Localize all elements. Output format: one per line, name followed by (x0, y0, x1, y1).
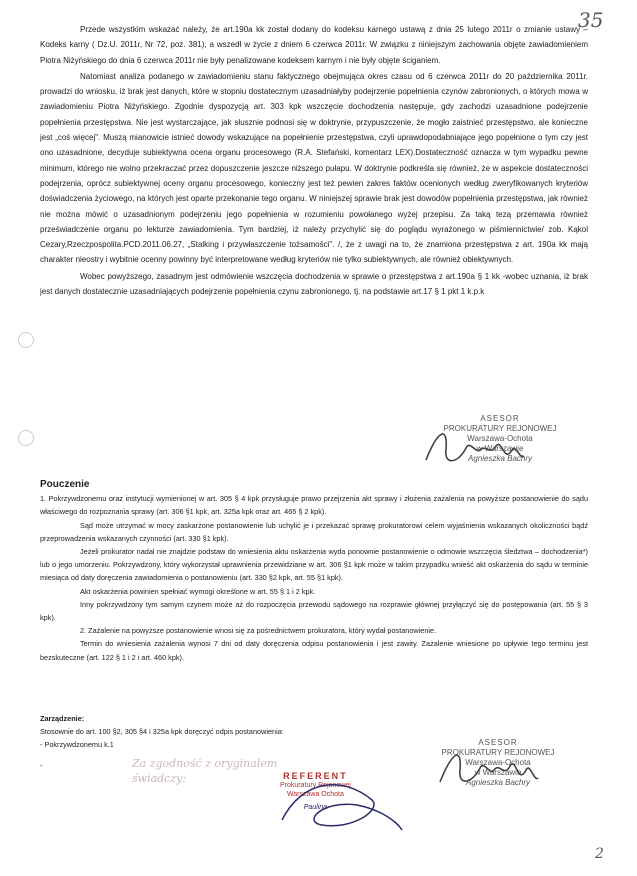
section-title: Pouczenie (40, 479, 90, 490)
page-number-top: 35 (578, 8, 604, 32)
justification-text (40, 22, 588, 300)
order-title: Zarządzenie: (40, 714, 85, 723)
punch-hole (18, 430, 34, 446)
paragraph: Natomiast analiza podanego w zawiadomieniu stanu faktycznego obejmująca okres czasu od 6 czerwca 2011r do 20 października 2011r. prowadzi do wniosku, iż brak jest danych, które w stopniu dostatecznym uzasadniałyby podejrzenie popełnienia czynów zabronionych, o których mowa w zawiadomieniu Piotra Niżyńskiego. Zgodnie dyspozycją art. 303 kpk wszczęcie dochodzenia następuje, gdy zachodzi uzasadnione podejrzenie popełnienia przestępstwa. Nie jest wystarczające, jak słusznie podnosi się w doktrynie, przypuszczenie, że mogło zaistnieć przestępstwo, ale konieczne jest „coś więcej". Muszą mianowicie istnieć dowody wskazujące na popełnienie przestępstwa, czyli uprawdopodabniające jego popełnione o tym czy jest ono uzasadnione, decyduje subiektywna ocena organu procesowego (R.A. Stefański, komentarz LEX).Dostateczność oznacza w tym wypadku pewne minimum, którego nie wolno przekraczać przez dopuszczenie jeszcze niższego pułapu. W doktrynie podkreśla się również, że w aspekcie dostateczności podejrzenia, oprócz subiektywnej oceny organu procesowego, konieczny jest też pewien zakres faktów ocenionych według zweryfikowanych kryteriów doświadczenia życiowego, na których jest oparte przekonanie tego organu. W niniejszej sprawie brak jest dowodów popełnienia przestępstwa, jak również nie można mówić o uzasadnionym podejrzeniu jego popełnienia w rozumieniu powołanego wyżej przepisu. Za taką tezą przemawia również przeświadczenie organu po lekturze zawiadomienia. Tym bardziej, iż należy przychylić się do poglądu wyrażonego w piśmiennictwie/ zob. Kąkol Cezary,Rzeczpospolita.PCD.2011.06.27, „Stalking i przywłaszczenie tożsamości". /, że z uwagi na to, że znamiona przestępstwa z art. 190a kk mają charakter nieostry i wybitnie ocenny powinny być interpretowane według kryteriów nie tylko subiektywnych, ale również obiektywnych. (40, 71, 588, 265)
instruction-item: Jeżeli prokurator nadal nie znajdzie podstaw do wniesienia aktu oskarżenia wyda ponownie postanowienie o odmowie wszczęcia śledztwa – dochodzenia*) lub o jego umorzeniu. Pokrzywdzony, który wykorzystał uprawnienia przewidziane w art. 306 §1 kpk może w takim przypadku wnieść akt oskarżenia do sądu w terminie miesiąca od daty doręczenia zawiadomienia o postanowieniu (art. 330 §2 kpk, art. 55 §1 kpk). (40, 547, 588, 583)
instruction-item: Sąd może utrzymać w mocy zaskarżone postanowienie lub uchylić je i przekazać sprawę prokuratorowi celem wyjaśnienia wskazanych okoliczności bądź przeprowadzenia wskazanych czynności (art. 330 §1 kpk). (40, 520, 588, 543)
instruction-item: Akt oskarżenia powinien spełniać wymogi określone w art. 55 § 1 i 2 kpk. (80, 586, 316, 596)
instruction-item: Termin do wniesienia zażalenia wynosi 7 dni od daty doręczenia odpisu postanowienia i jest zawity. Zażalenie wniesione po upływie tego terminu jest bezskuteczne (art. 122 § 1 i 2 i art. 460 kpk). (40, 639, 588, 662)
certification-watermark: Za zgodność z oryginałem świadczy: (132, 757, 278, 785)
instruction-section (40, 478, 588, 664)
signature-scribble (262, 770, 412, 840)
paragraph: Wobec powyższego, zasadnym jest odmówienie wszczęcia dochodzenia w sprawie o przestępstwa z art.190a § 1 kk -wobec uznania, iż brak jest danych dostatecznie uzasadniających podejrzenie popełnienia czynu zabronionego, tj. na podstawie art.17 § 1 pkt 1 k.p.k (40, 271, 588, 297)
order-line: - (40, 761, 43, 770)
signature-scribble (430, 740, 540, 795)
instruction-item: 1. Pokrzywdzonemu oraz instytucji wymienionej w art. 305 § 4 kpk przysługuje prawo przejrzenia akt sprawy i złożenia zażalenia na powyższe postanowienie do sądu właściwego do rozpoznania sprawy (art. 306 §1 kpk, art. 325a kpk oraz art. 465 § 2 kpk). (40, 494, 588, 517)
page-number-bottom: 2 (595, 846, 604, 862)
order-line: - Pokrzywdzonemu k.1 (40, 740, 114, 749)
instruction-item: Inny pokrzywdzony tym samym czynem może aż do rozpoczęcia przewodu sądowego na rozprawie głównej przyłączyć się do postępowania (art. 55 § 3 kpk). (40, 599, 588, 623)
instruction-item: 2. Zażalenie na powyższe postanowienie wnosi się za pośrednictwem prokuratora, który wydał postanowienie. (80, 626, 437, 636)
punch-hole (18, 332, 34, 348)
signature-scribble (418, 420, 528, 475)
referent-stamp: REFERENT Prokuratury Rejonowej Warszawa Ochota Paulina (280, 771, 351, 811)
assessor-stamp: ASESOR PROKURATURY REJONOWEJ Warszawa-Ochota w Warszawie Agnieszka Bachry (441, 738, 555, 787)
order-line: Stosownie do art. 100 §2, 305 §4 i 325a kpk doręczyć odpis postanowienia: (40, 727, 284, 736)
paragraph: Przede wszystkim wskazać należy, że art.190a kk został dodany do kodeksu karnego ustawą z dnia 25 lutego 2011r o zmianie ustawy – Kodeks karny ( Dz.U. 2011r, Nr 72, poz. 381), a wszedł w życie z dniem 6 czerwca 2011r. W związku z niniejszym zachowania objęte zawiadomieniem Piotra Niżyńskiego do dnia 6 czerwca 2011r nie były penalizowane kodeksem karnym i nie były objęte ściganiem. (40, 25, 588, 65)
assessor-stamp: ASESOR PROKURATURY REJONOWEJ Warszawa-Ochota w Warszawie Agnieszka Bachry (443, 414, 557, 463)
